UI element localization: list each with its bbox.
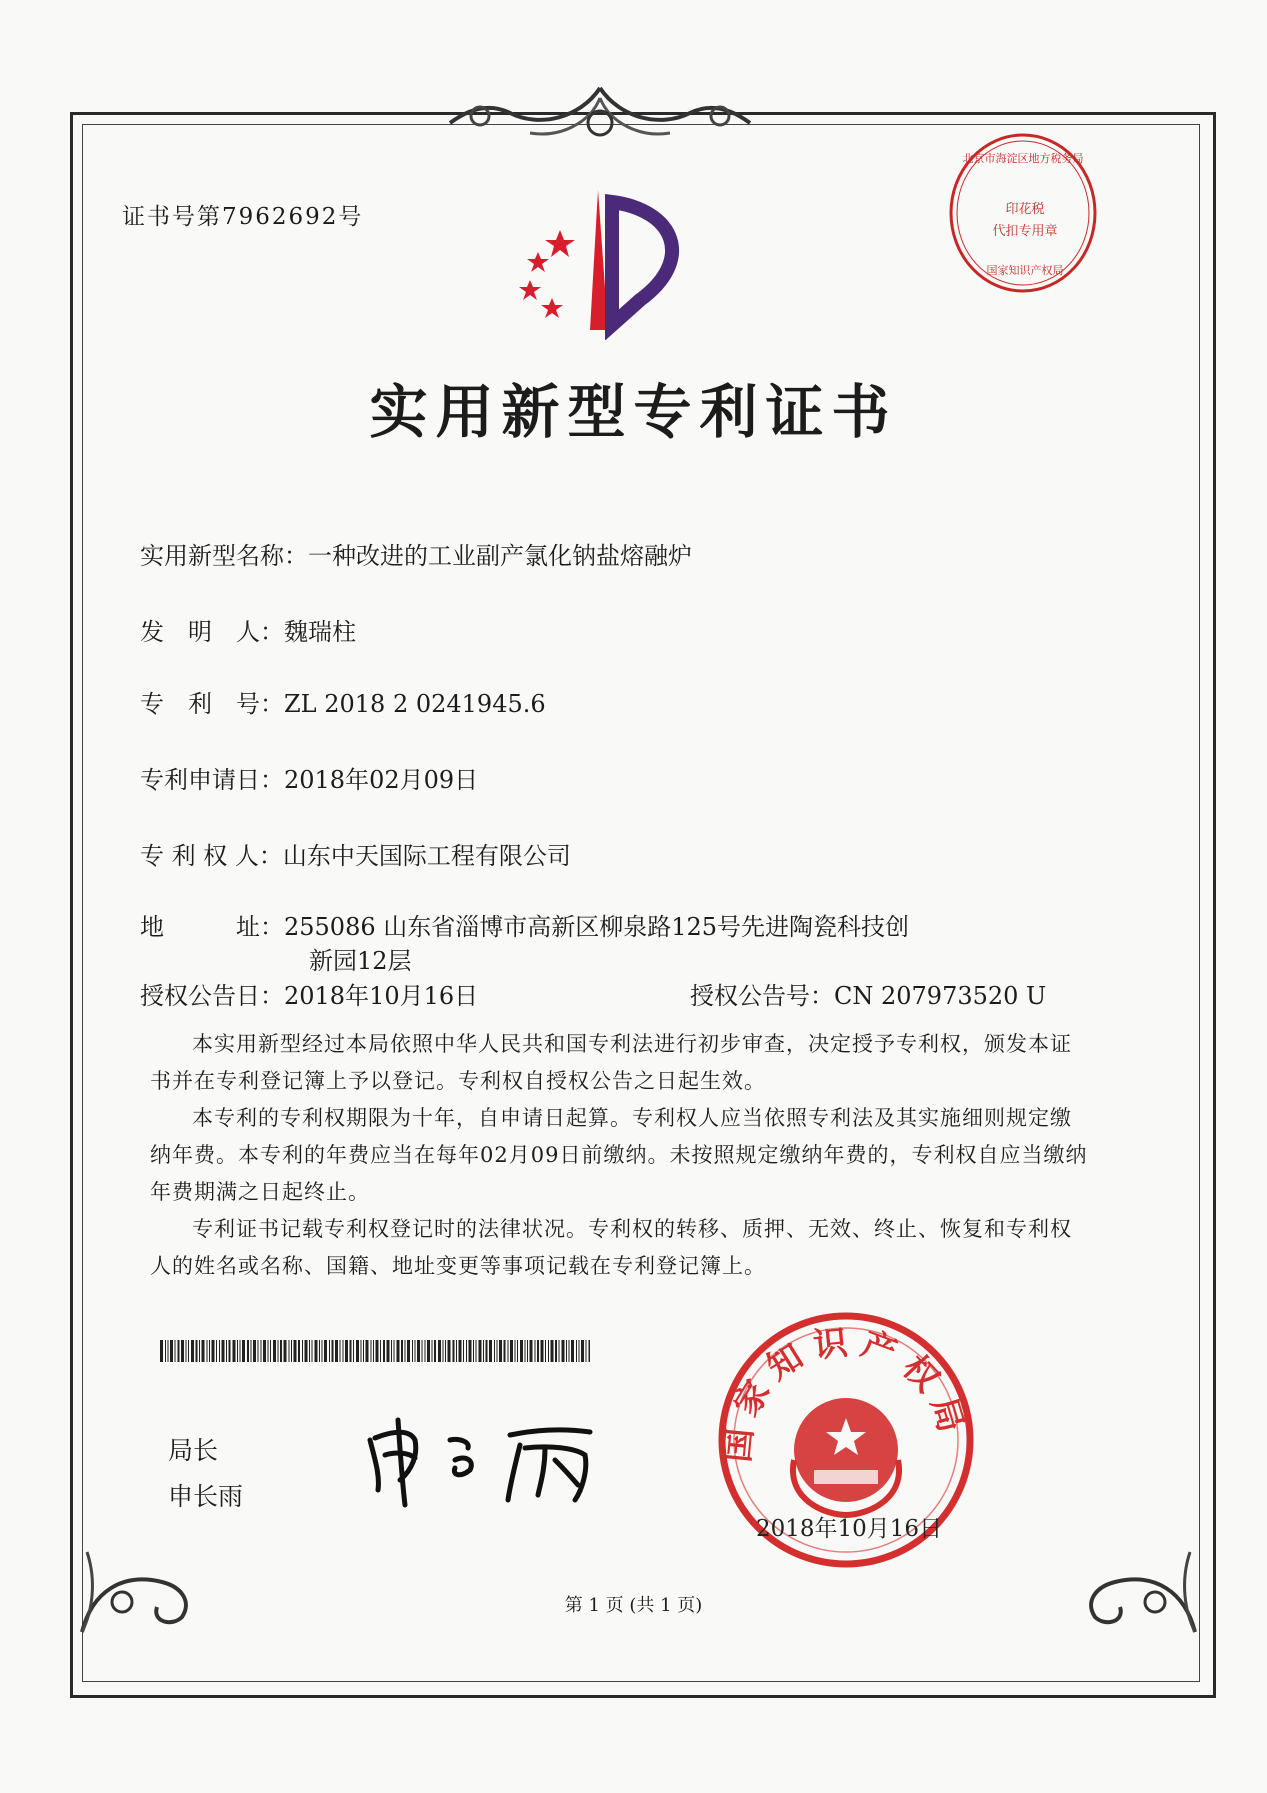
field-inventor-value: 魏瑞柱 bbox=[284, 618, 356, 646]
barcode-bar bbox=[233, 1340, 236, 1362]
tax-stamp-bottom: 国家知识产权局 bbox=[986, 264, 1064, 277]
barcode-bar bbox=[566, 1340, 567, 1362]
barcode-bar bbox=[345, 1340, 348, 1362]
barcode-bar bbox=[499, 1340, 502, 1362]
barcode-bar bbox=[445, 1340, 446, 1362]
barcode-bar bbox=[361, 1340, 362, 1362]
tax-stamp-line1: 印花税 bbox=[1005, 202, 1045, 217]
barcode-bar bbox=[294, 1340, 297, 1362]
barcode-bar bbox=[520, 1340, 523, 1362]
barcode-bar bbox=[417, 1340, 420, 1362]
field-grant-date-label: 授权公告日： bbox=[140, 982, 284, 1010]
barcode-bar bbox=[397, 1340, 400, 1362]
barcode-bar bbox=[186, 1340, 187, 1362]
barcode-bar bbox=[530, 1340, 533, 1362]
barcode-bar bbox=[581, 1340, 584, 1362]
barcode-bar bbox=[219, 1340, 220, 1362]
barcode-bar bbox=[448, 1340, 451, 1362]
barcode-bar bbox=[253, 1340, 256, 1362]
barcode-bar bbox=[504, 1340, 506, 1362]
barcode-bar bbox=[548, 1340, 549, 1362]
barcode-bar bbox=[353, 1340, 354, 1362]
barcode-bar bbox=[168, 1340, 169, 1362]
field-grant-date bbox=[140, 976, 478, 1011]
field-address-continuation: 新园12层 bbox=[309, 947, 412, 975]
barcode-bar bbox=[466, 1340, 467, 1362]
paragraph-2: 本专利的专利权期限为十年，自申请日起算。专利权人应当依照专利法及其实施细则规定缴纳年费。本专利的年费应当在每年02月09日前缴纳。未按照规定缴纳年费的，专利权自应当缴纳年费期满之日起终止。 bbox=[150, 1106, 1088, 1204]
barcode-bar bbox=[494, 1340, 495, 1362]
barcode-bar bbox=[391, 1340, 392, 1362]
barcode-bar bbox=[261, 1340, 262, 1362]
barcode-bar bbox=[479, 1340, 482, 1362]
director-title: 局长 bbox=[168, 1436, 219, 1465]
seal-date: 2018年10月16日 bbox=[756, 1516, 943, 1542]
barcode-bar bbox=[380, 1340, 381, 1362]
field-address-label: 地 址： bbox=[140, 913, 284, 941]
barcode-bar bbox=[209, 1340, 210, 1362]
barcode-bar bbox=[459, 1340, 462, 1362]
field-patent-no-value: ZL 2018 2 0241945.6 bbox=[284, 690, 546, 718]
field-name-value: 一种改进的工业副产氯化钠盐熔融炉 bbox=[308, 542, 692, 570]
bottom-left-ornament bbox=[72, 1532, 202, 1642]
field-grant-pub-no bbox=[690, 976, 1046, 1011]
field-filing-date-label: 专利申请日： bbox=[140, 766, 284, 794]
field-patentee-label: 专 利 权 人： bbox=[140, 842, 283, 870]
barcode-bar bbox=[247, 1340, 249, 1362]
barcode-bar bbox=[329, 1340, 330, 1362]
certificate-title: 实用新型专利证书 bbox=[369, 378, 898, 446]
barcode-bar bbox=[289, 1340, 290, 1362]
field-patent-no-label: 专 利 号： bbox=[140, 690, 284, 718]
barcode-bar bbox=[401, 1340, 403, 1362]
barcode-bar bbox=[443, 1340, 444, 1362]
barcode-bar bbox=[576, 1340, 577, 1362]
barcode-bar bbox=[196, 1340, 198, 1362]
page-number: 第 1 页 (共 1 页) bbox=[564, 1595, 703, 1616]
barcode-bar bbox=[473, 1340, 474, 1362]
barcode-bar bbox=[517, 1340, 518, 1362]
barcode-bar bbox=[508, 1340, 509, 1362]
barcode-bar bbox=[469, 1340, 472, 1362]
field-grant-pub-no-label: 授权公告号： bbox=[690, 982, 834, 1010]
barcode-bar bbox=[363, 1340, 364, 1362]
tax-stamp-line2: 代扣专用章 bbox=[992, 224, 1058, 239]
field-name bbox=[140, 536, 692, 571]
barcode-bar bbox=[579, 1340, 580, 1362]
barcode-bar bbox=[305, 1340, 308, 1362]
barcode-bar bbox=[412, 1340, 413, 1362]
barcode-bar bbox=[181, 1340, 184, 1362]
field-patentee-value: 山东中天国际工程有限公司 bbox=[282, 842, 571, 870]
barcode-bar bbox=[222, 1340, 225, 1362]
field-filing-date-value: 2018年02月09日 bbox=[284, 766, 479, 794]
barcode-bar bbox=[432, 1340, 433, 1362]
barcode-bar bbox=[422, 1340, 423, 1362]
barcode-bar bbox=[527, 1340, 528, 1362]
barcode-bar bbox=[438, 1340, 441, 1362]
barcode-bar bbox=[324, 1340, 327, 1362]
bottom-right-ornament bbox=[1075, 1532, 1205, 1642]
barcode-bar bbox=[586, 1340, 587, 1362]
barcode-bar bbox=[207, 1340, 208, 1362]
barcode-bar bbox=[242, 1340, 245, 1362]
barcode-bar bbox=[240, 1340, 241, 1362]
barcode-bar bbox=[202, 1340, 205, 1362]
barcode-bar bbox=[302, 1340, 303, 1362]
barcode-bar bbox=[268, 1340, 269, 1362]
barcode-bar bbox=[394, 1340, 395, 1362]
field-inventor-label: 发 明 人： bbox=[140, 618, 284, 646]
barcode-bar bbox=[541, 1340, 544, 1362]
barcode-bar bbox=[312, 1340, 313, 1362]
barcode-bar bbox=[489, 1340, 492, 1362]
field-filing-date bbox=[140, 760, 478, 795]
barcode-bar bbox=[515, 1340, 516, 1362]
barcode-bar bbox=[453, 1340, 455, 1362]
barcode-bar bbox=[551, 1340, 554, 1362]
director-signature bbox=[360, 1400, 620, 1510]
barcode-bar bbox=[237, 1340, 238, 1362]
barcode-bar bbox=[415, 1340, 416, 1362]
barcode-bar bbox=[562, 1340, 565, 1362]
cnipa-logo-icon bbox=[500, 190, 700, 340]
barcode-bar bbox=[525, 1340, 526, 1362]
barcode-bar bbox=[270, 1340, 271, 1362]
barcode-bar bbox=[343, 1340, 344, 1362]
barcode-bar bbox=[332, 1340, 334, 1362]
barcode-bar bbox=[263, 1340, 266, 1362]
field-patent-no bbox=[140, 684, 546, 719]
inner-border bbox=[82, 124, 1200, 1682]
barcode-bar bbox=[251, 1340, 252, 1362]
barcode-bar bbox=[322, 1340, 323, 1362]
barcode-bar bbox=[589, 1340, 591, 1362]
barcode-bar bbox=[407, 1340, 410, 1362]
barcode-bar bbox=[486, 1340, 488, 1362]
paragraph-1: 本实用新型经过本局依照中华人民共和国专利法进行初步审查，决定授予专利权，颁发本证书并在专利登记簿上予以登记。专利权自授权公告之日起生效。 bbox=[150, 1032, 1072, 1093]
barcode-bar bbox=[356, 1340, 359, 1362]
barcode-bar bbox=[350, 1340, 352, 1362]
barcode-bar bbox=[569, 1340, 570, 1362]
certificate-number: 证书号第7962692号 bbox=[122, 204, 364, 230]
paragraph-3: 专利证书记载专利权登记时的法律状况。专利权的转移、质押、无效、终止、恢复和专利权人的姓名或名称、国籍、地址变更等事项记载在专利登记簿上。 bbox=[150, 1217, 1072, 1278]
barcode-bar bbox=[427, 1340, 430, 1362]
barcode-bar bbox=[371, 1340, 372, 1362]
field-address-value: 255086 山东省淄博市高新区柳泉路125号先进陶瓷科技创 bbox=[284, 913, 910, 941]
barcode-bar bbox=[545, 1340, 546, 1362]
barcode-bar bbox=[463, 1340, 464, 1362]
barcode-bar bbox=[555, 1340, 557, 1362]
barcode-bar bbox=[425, 1340, 426, 1362]
svg-text:国家知识产权局 bbox=[717, 1322, 973, 1464]
field-grant-pub-no-value: CN 207973520 U bbox=[834, 982, 1047, 1010]
barcode-bar bbox=[456, 1340, 457, 1362]
barcode-bar bbox=[373, 1340, 374, 1362]
barcode-bar bbox=[559, 1340, 560, 1362]
barcode-bar bbox=[376, 1340, 379, 1362]
barcode-bar bbox=[291, 1340, 292, 1362]
barcode-bar bbox=[216, 1340, 217, 1362]
barcode-bar bbox=[383, 1340, 385, 1362]
barcode-bar bbox=[309, 1340, 310, 1362]
director-name: 申长雨 bbox=[168, 1482, 244, 1511]
barcode-bar bbox=[212, 1340, 215, 1362]
barcode-bar bbox=[280, 1340, 282, 1362]
barcode-bar bbox=[340, 1340, 341, 1362]
barcode-bar bbox=[497, 1340, 498, 1362]
barcode-bar bbox=[199, 1340, 200, 1362]
seal-org-text: 国家知识产权局 bbox=[717, 1321, 974, 1465]
barcode-bar bbox=[571, 1340, 574, 1362]
barcode-bar bbox=[335, 1340, 338, 1362]
barcode-bar bbox=[170, 1340, 173, 1362]
field-name-label: 实用新型名称： bbox=[140, 542, 308, 570]
barcode-bar bbox=[278, 1340, 279, 1362]
barcode-bar bbox=[366, 1340, 369, 1362]
field-inventor bbox=[140, 612, 356, 647]
barcode-bar bbox=[229, 1340, 231, 1362]
barcode-bar bbox=[284, 1340, 287, 1362]
barcode-bar bbox=[160, 1340, 163, 1362]
body-text bbox=[150, 1026, 1090, 1285]
top-ornament bbox=[410, 78, 790, 148]
barcode-bar bbox=[387, 1340, 390, 1362]
barcode-bar bbox=[273, 1340, 276, 1362]
barcode-bar bbox=[476, 1340, 477, 1362]
barcode-bar bbox=[315, 1340, 318, 1362]
barcode-bar bbox=[175, 1340, 176, 1362]
barcode bbox=[160, 1340, 590, 1362]
barcode-bar bbox=[298, 1340, 300, 1362]
barcode-bar bbox=[434, 1340, 436, 1362]
barcode-bar bbox=[405, 1340, 406, 1362]
barcode-bar bbox=[226, 1340, 227, 1362]
barcode-bar bbox=[537, 1340, 539, 1362]
field-address bbox=[140, 907, 909, 942]
barcode-bar bbox=[191, 1340, 194, 1362]
barcode-bar bbox=[535, 1340, 536, 1362]
barcode-bar bbox=[165, 1340, 166, 1362]
field-grant-date-value: 2018年10月16日 bbox=[284, 982, 479, 1010]
barcode-bar bbox=[510, 1340, 513, 1362]
barcode-bar bbox=[319, 1340, 320, 1362]
barcode-bar bbox=[188, 1340, 189, 1362]
barcode-bar bbox=[178, 1340, 180, 1362]
director-block bbox=[168, 1428, 243, 1520]
field-patentee bbox=[140, 836, 571, 871]
barcode-bar bbox=[258, 1340, 259, 1362]
barcode-bar bbox=[483, 1340, 484, 1362]
tax-stamp-ring-text: 北京市海淀区地方税务局 bbox=[962, 152, 1084, 165]
